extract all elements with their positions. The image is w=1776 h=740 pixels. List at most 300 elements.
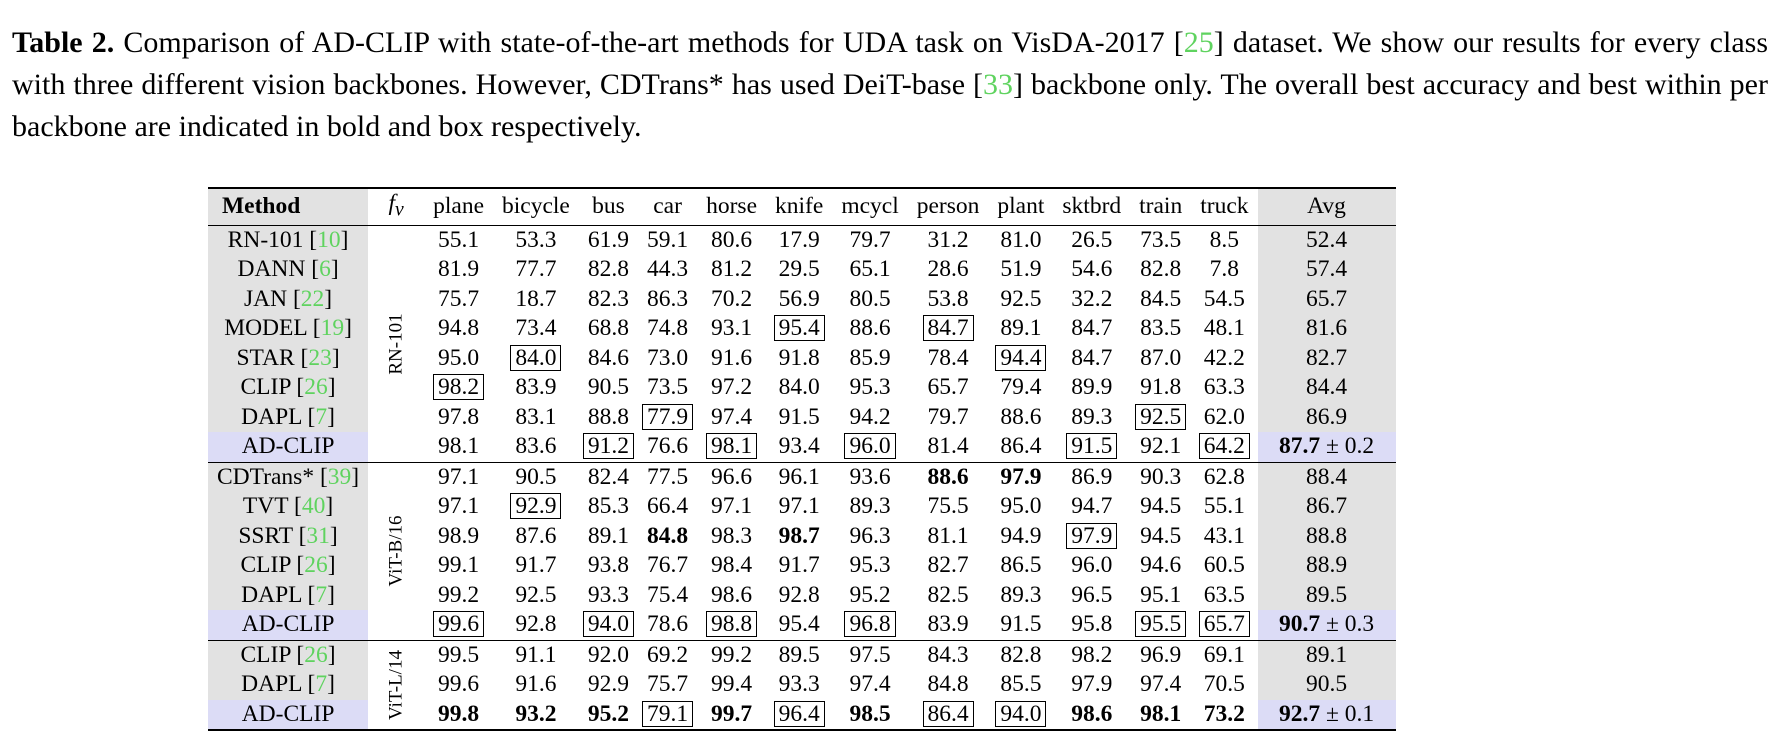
value-text: 8.5 [1209,226,1240,253]
value-cell [908,670,989,700]
citation-link[interactable]: 40 [301,493,326,520]
method-name: DAPL [ [241,581,316,608]
value-text: 61.9 [587,226,629,253]
caption-label: Table 2. [12,26,115,59]
value-cell [424,403,493,433]
value-cell [1191,373,1257,403]
value-text: 95.2 [849,581,891,608]
value-cell [988,255,1053,285]
value-text: 99.6 [433,611,484,637]
value-cell [766,462,832,492]
value-cell [832,432,907,462]
method-bracket: ] [331,344,340,371]
value-cell [988,285,1053,315]
value-cell [579,255,638,285]
value-text: 93.6 [849,463,891,490]
column-header: truck [1191,188,1257,225]
value-cell [697,610,766,640]
method-cell [208,551,368,581]
citation-link[interactable]: 7 [315,403,328,430]
value-text: 98.1 [437,433,480,460]
value-cell [1053,610,1130,640]
method-bracket: ] [327,581,335,608]
value-text: 98.1 [706,433,757,459]
value-cell [1053,581,1130,611]
value-text: 96.5 [1071,581,1113,608]
value-cell [1053,255,1130,285]
table-header-row [208,188,1396,225]
value-text: 95.5 [1135,611,1186,637]
citation-link[interactable]: 26 [304,552,328,579]
value-text: 75.7 [646,671,689,698]
value-text: 79.7 [927,403,969,430]
value-cell [697,373,766,403]
value-text: 84.6 [587,344,629,371]
value-cell [697,403,766,433]
value-cell [1191,255,1257,285]
column-header: horse [697,188,766,225]
value-cell [1053,344,1130,374]
value-text: 82.3 [587,285,629,312]
value-text: 88.8 [587,403,629,430]
value-text: 84.7 [1071,315,1113,342]
value-text: 87.0 [1140,344,1182,371]
value-text: 87.6 [515,522,557,549]
value-text: 91.1 [515,641,557,668]
value-text: 96.0 [1071,552,1113,579]
value-text: 79.7 [849,226,891,253]
value-cell [1053,492,1130,522]
citation-link[interactable]: 33 [983,68,1014,101]
value-cell [908,344,989,374]
value-cell [1130,492,1191,522]
column-header: Avg [1258,188,1396,225]
value-cell [638,432,697,462]
column-header: Method [208,188,368,225]
method-name: STAR [ [236,344,309,371]
value-text: 85.5 [1000,671,1042,698]
value-cell [638,610,697,640]
value-text: 96.0 [844,433,895,459]
citation-link[interactable]: 10 [317,226,341,253]
column-header: sktbrd [1053,188,1130,225]
method-cell [208,373,368,403]
avg-cell [1258,373,1396,403]
value-cell [424,551,493,581]
value-cell [832,403,907,433]
value-cell [832,581,907,611]
value-cell [697,640,766,670]
value-text: 48.1 [1203,315,1245,342]
value-cell [638,285,697,315]
value-text: 94.8 [437,315,480,342]
value-text: 89.3 [849,493,891,520]
value-cell [1130,581,1191,611]
value-cell [1053,640,1130,670]
value-cell [908,314,989,344]
value-cell [1191,492,1257,522]
value-text: 82.4 [587,463,629,490]
value-text: 94.2 [849,403,891,430]
value-text: 66.4 [646,493,689,520]
value-cell [1191,551,1257,581]
value-text: 91.6 [515,671,557,698]
value-cell [493,255,579,285]
value-cell [1191,522,1257,552]
value-cell [638,581,697,611]
value-text: 96.1 [778,463,820,490]
value-text: 82.7 [927,552,969,579]
value-text: 86.3 [646,285,689,312]
value-text: 29.5 [778,256,820,283]
value-cell [1130,432,1191,462]
method-bracket: ] [327,403,335,430]
citation-link[interactable]: 26 [304,374,328,401]
citation-link[interactable]: 39 [327,463,352,490]
value-cell [766,610,832,640]
citation-link[interactable]: 7 [315,581,328,608]
value-text: 94.4 [995,345,1046,371]
value-text: 76.6 [646,433,689,460]
value-cell [988,403,1053,433]
value-text: 69.2 [646,641,689,668]
value-text: 89.9 [1071,374,1113,401]
value-cell [697,492,766,522]
value-cell [832,255,907,285]
value-cell [1191,581,1257,611]
backbone-label [368,640,424,730]
value-text: 91.8 [1140,374,1182,401]
value-text: 97.1 [711,493,753,520]
avg-cell [1258,403,1396,433]
citation-link[interactable]: 31 [306,522,330,549]
value-cell [579,285,638,315]
value-text: 7.8 [1209,256,1240,283]
column-header: train [1130,188,1191,225]
avg-cell [1258,670,1396,700]
value-text: 65.7 [1199,611,1250,637]
value-cell [988,314,1053,344]
method-bracket: ] [344,315,352,342]
value-cell [766,373,832,403]
value-cell [1053,462,1130,492]
citation-link[interactable]: 6 [319,256,331,283]
value-text: 97.9 [1066,523,1117,549]
value-text: 90.5 [587,374,629,401]
value-cell [908,551,989,581]
value-cell [908,285,989,315]
value-text: 97.9 [1000,463,1042,490]
citation-link[interactable]: 22 [300,285,325,312]
value-cell [493,581,579,611]
value-text: 93.8 [587,552,629,579]
value-text: 99.8 [437,700,480,727]
value-cell [697,285,766,315]
citation-link[interactable]: 25 [1183,26,1214,59]
citation-link[interactable]: 19 [320,315,345,342]
method-bracket: ] [327,641,336,668]
avg-value: 88.4 [1305,463,1348,490]
value-cell [697,670,766,700]
value-cell [493,403,579,433]
value-cell [1130,373,1191,403]
value-text: 79.4 [1000,374,1042,401]
value-cell [1191,700,1257,731]
method-name: CLIP [ [240,552,305,579]
column-header: knife [766,188,832,225]
value-cell [908,610,989,640]
value-text: 53.8 [927,285,969,312]
value-text: 98.4 [711,552,753,579]
value-cell [1191,225,1257,255]
method-name: AD-CLIP [241,700,335,727]
value-text: 94.5 [1140,493,1182,520]
value-cell [1053,225,1130,255]
value-text: 91.2 [583,433,634,459]
method-cell [208,492,368,522]
method-name: CLIP [ [240,641,305,668]
value-text: 95.4 [774,315,825,341]
column-header: plant [988,188,1053,225]
method-name: RN-101 [ [227,226,318,253]
avg-std: ± 0.2 [1320,433,1375,460]
value-text: 83.1 [515,403,557,430]
value-cell [988,640,1053,670]
value-cell [493,610,579,640]
value-cell [579,314,638,344]
value-text: 59.1 [646,226,689,253]
value-cell [579,403,638,433]
value-cell [638,492,697,522]
value-text: 92.8 [515,611,557,638]
value-cell [638,373,697,403]
value-cell [832,285,907,315]
value-cell [697,432,766,462]
method-cell [208,314,368,344]
value-text: 85.3 [587,493,629,520]
value-cell [493,432,579,462]
value-cell [697,581,766,611]
value-cell [638,522,697,552]
value-cell [832,373,907,403]
value-cell [1053,551,1130,581]
backbone-text: ViT-B/16 [385,515,407,587]
value-text: 54.5 [1203,285,1245,312]
value-text: 98.8 [706,611,757,637]
value-text: 93.3 [587,581,629,608]
value-cell [579,610,638,640]
value-text: 89.5 [778,641,820,668]
citation-link[interactable]: 26 [304,641,328,668]
value-text: 97.8 [437,403,480,430]
value-cell [638,551,697,581]
method-cell [208,610,368,640]
value-cell [1130,670,1191,700]
method-bracket: ] [327,552,336,579]
value-cell [1130,462,1191,492]
value-cell [638,225,697,255]
value-text: 62.0 [1203,403,1245,430]
value-text: 97.4 [849,671,891,698]
value-text: 74.8 [646,315,689,342]
value-cell [766,285,832,315]
value-cell [1130,314,1191,344]
value-text: 84.0 [510,345,561,371]
value-text: 95.3 [849,552,891,579]
value-text: 18.7 [515,285,557,312]
value-text: 78.6 [646,611,689,638]
value-cell [493,225,579,255]
value-text: 98.7 [778,522,820,549]
value-cell [908,492,989,522]
column-header: bus [579,188,638,225]
value-cell [1191,403,1257,433]
avg-cell [1258,225,1396,255]
value-cell [697,314,766,344]
value-cell [424,522,493,552]
value-text: 88.6 [1000,403,1042,430]
value-cell [697,522,766,552]
value-text: 89.3 [1071,403,1113,430]
value-text: 31.2 [927,226,969,253]
value-cell [1130,522,1191,552]
value-text: 97.2 [711,374,753,401]
value-cell [1053,314,1130,344]
value-text: 88.6 [849,315,891,342]
method-cell [208,225,368,255]
value-cell [1130,225,1191,255]
value-cell [638,314,697,344]
citation-link[interactable]: 7 [315,671,328,698]
value-cell [638,462,697,492]
value-text: 97.4 [711,403,753,430]
value-cell [766,225,832,255]
value-cell [766,670,832,700]
value-text: 83.9 [515,374,557,401]
value-text: 96.4 [774,701,825,727]
value-text: 64.2 [1199,433,1250,459]
value-cell [832,522,907,552]
column-header: person [908,188,989,225]
value-text: 91.5 [1066,433,1117,459]
avg-cell [1258,640,1396,670]
value-text: 73.5 [1140,226,1182,253]
value-text: 91.5 [1000,611,1042,638]
value-cell [638,344,697,374]
value-text: 65.7 [927,374,969,401]
value-cell [988,670,1053,700]
value-cell [766,403,832,433]
value-cell [493,700,579,731]
avg-value: 84.4 [1305,374,1348,401]
avg-cell [1258,610,1396,640]
value-text: 77.9 [642,404,693,430]
value-cell [1130,610,1191,640]
value-text: 94.0 [995,701,1046,727]
method-bracket: ] [325,493,334,520]
avg-cell [1258,314,1396,344]
value-text: 93.3 [778,671,820,698]
column-header: bicycle [493,188,579,225]
avg-cell [1258,581,1396,611]
value-text: 97.1 [778,493,820,520]
value-cell [424,700,493,731]
value-text: 97.1 [437,493,480,520]
value-cell [908,581,989,611]
value-text: 55.1 [437,226,480,253]
avg-value: 90.7 [1278,611,1321,638]
value-cell [697,700,766,731]
value-text: 88.6 [927,463,969,490]
value-text: 99.7 [711,700,753,727]
method-bracket: ] [327,374,336,401]
results-table [208,187,1396,731]
value-text: 92.0 [587,641,629,668]
value-cell [1130,700,1191,731]
value-text: 91.7 [515,552,557,579]
value-text: 53.3 [515,226,557,253]
value-cell [638,403,697,433]
value-cell [832,344,907,374]
value-cell [988,373,1053,403]
method-name: AD-CLIP [241,611,335,638]
value-cell [579,640,638,670]
value-cell [493,492,579,522]
value-text: 96.9 [1140,641,1182,668]
citation-link[interactable]: 23 [308,344,332,371]
value-text: 82.8 [587,256,629,283]
value-cell [766,344,832,374]
value-cell [424,344,493,374]
value-text: 86.9 [1071,463,1113,490]
value-cell [1053,700,1130,731]
table-row [208,225,1396,255]
method-name: AD-CLIP [241,433,335,460]
value-cell [697,255,766,285]
value-text: 43.1 [1203,522,1245,549]
value-text: 95.8 [1071,611,1113,638]
value-cell [579,581,638,611]
value-cell [1191,344,1257,374]
value-cell [1130,551,1191,581]
value-text: 80.6 [711,226,753,253]
value-cell [493,551,579,581]
value-cell [1053,522,1130,552]
value-text: 54.6 [1071,256,1113,283]
avg-cell [1258,700,1396,731]
value-text: 81.2 [711,256,753,283]
value-text: 89.1 [1000,315,1042,342]
value-text: 26.5 [1071,226,1113,253]
value-cell [766,432,832,462]
method-name: DANN [ [237,256,320,283]
value-text: 77.5 [646,463,689,490]
method-cell [208,403,368,433]
value-cell [766,492,832,522]
caption-text-3: ] backbone only. The overall best accuracy and best within per backbone are indicated in bold and box respectively. [12,68,1768,143]
value-text: 73.0 [646,344,689,371]
avg-value: 57.4 [1305,256,1348,283]
value-text: 98.6 [1071,700,1113,727]
value-cell [638,700,697,731]
avg-value: 82.7 [1305,344,1348,371]
value-text: 94.9 [1000,522,1042,549]
method-name: DAPL [ [241,671,316,698]
backbone-text: RN-101 [385,313,407,375]
value-text: 84.5 [1140,285,1182,312]
method-name: MODEL [ [224,315,321,342]
value-text: 84.7 [1071,344,1113,371]
